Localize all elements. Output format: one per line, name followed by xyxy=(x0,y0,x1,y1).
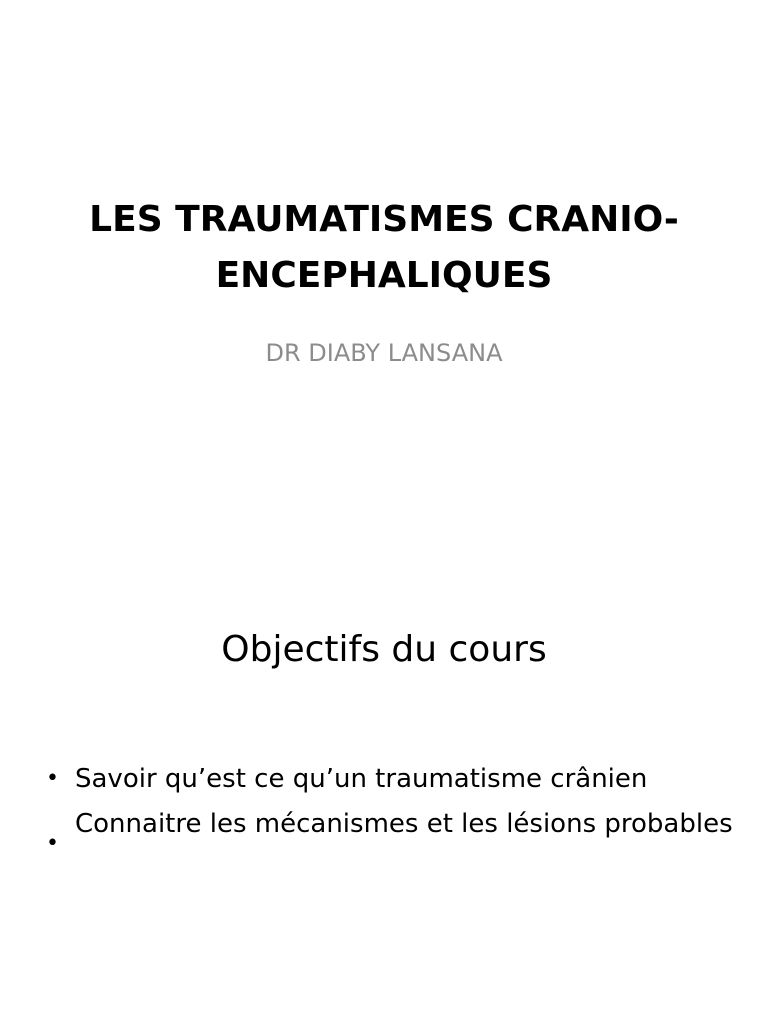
list-item-text: Savoir qu’est ce qu’un traumatisme crânien xyxy=(75,764,648,794)
presentation-title: LES TRAUMATISMES CRANIO-ENCEPHALIQUES xyxy=(89,199,679,296)
objectives-list xyxy=(46,758,746,868)
objectives-heading: Objectifs du cours xyxy=(221,629,547,670)
bullet-icon: • xyxy=(46,831,59,856)
list-item xyxy=(46,783,746,865)
presentation-author: DR DIABY LANSANA xyxy=(265,339,503,367)
bullet-icon: • xyxy=(46,766,59,791)
list-item-text: Connaitre les mécanismes et les lésions probables xyxy=(75,809,733,839)
